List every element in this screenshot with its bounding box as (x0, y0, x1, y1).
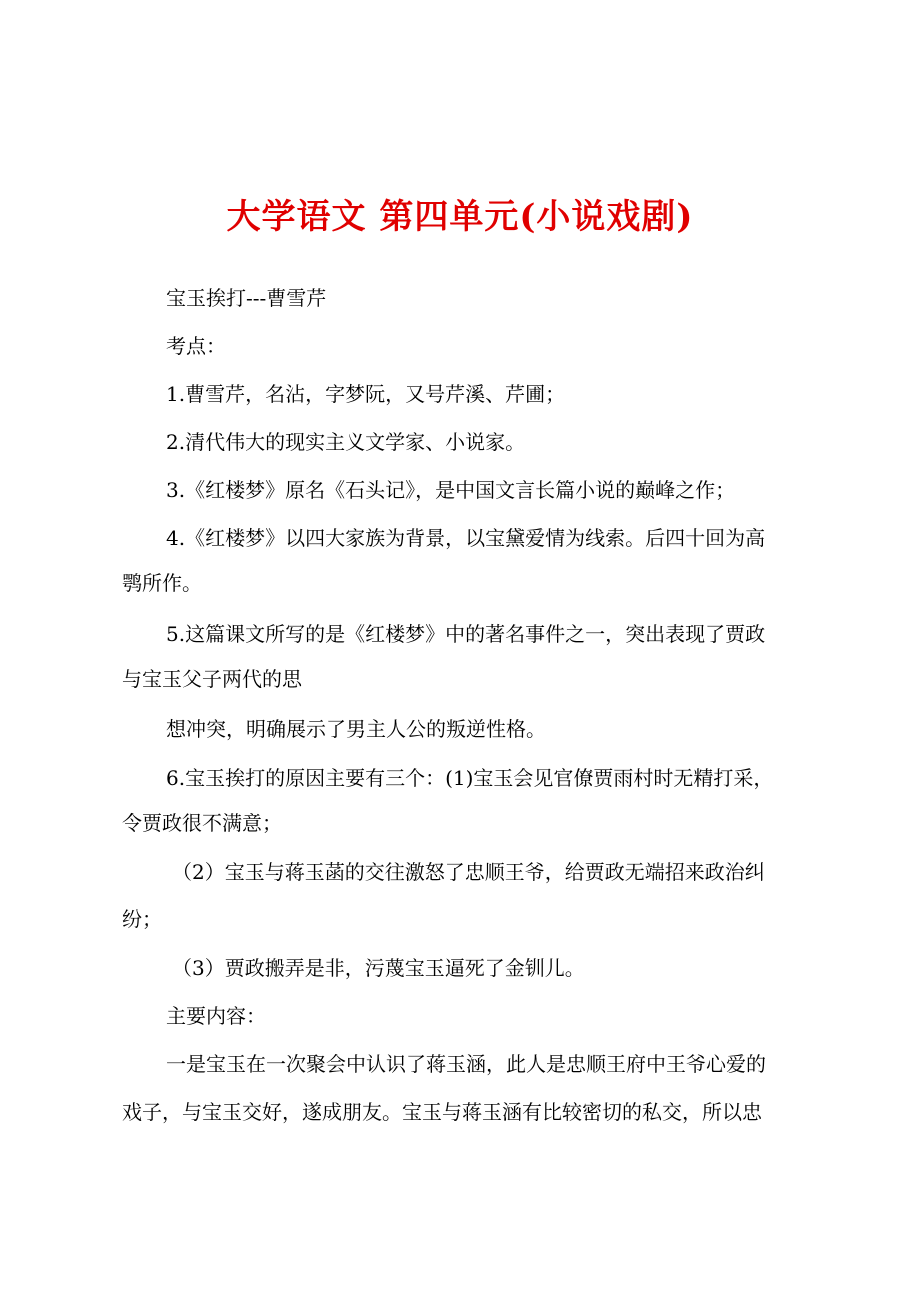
text-line-reason-2-cont: 纷； (122, 907, 162, 931)
document-title: 大学语文 第四单元(小说戏剧) (226, 197, 694, 237)
text-line-reason-2: （2）宝玉与蒋玉菡的交往激怒了忠顺王爷，给贾政无端招来政治纠 (172, 860, 765, 884)
text-line-point-1: 1.曹雪芹，名沾，字梦阮，又号芹溪、芹圃； (166, 382, 566, 406)
text-line-point-5-cont: 与宝玉父子两代的思 (122, 667, 302, 691)
text-line-paragraph-1: 一是宝玉在一次聚会中认识了蒋玉涵，此人是忠顺王府中王爷心爱的 (166, 1052, 766, 1076)
text-line-reason-3: （3）贾政搬弄是非，污蔑宝玉逼死了金钏儿。 (172, 956, 585, 980)
text-line-author: 宝玉挨打---曹雪芹 (166, 286, 327, 310)
text-line-main-content: 主要内容： (166, 1004, 266, 1028)
text-line-point-4: 4.《红楼梦》以四大家族为背景，以宝黛爱情为线索。后四十回为高 (166, 526, 766, 550)
text-line-point-4-cont: 鹗所作。 (122, 571, 202, 595)
text-line-point-6-cont: 令贾政很不满意； (122, 811, 282, 835)
text-line-key-points: 考点： (166, 334, 226, 358)
text-line-point-3: 3.《红楼梦》原名《石头记》，是中国文言长篇小说的巅峰之作； (166, 478, 736, 502)
text-line-point-2: 2.清代伟大的现实主义文学家、小说家。 (166, 430, 526, 454)
text-line-point-5-cont2: 想冲突，明确展示了男主人公的叛逆性格。 (166, 717, 546, 741)
text-line-point-6: 6.宝玉挨打的原因主要有三个：(1)宝玉会见官僚贾雨村时无精打采， (166, 766, 774, 790)
text-line-paragraph-1-cont: 戏子，与宝玉交好，遂成朋友。宝玉与蒋玉涵有比较密切的私交，所以忠 (122, 1100, 762, 1124)
text-line-point-5: 5.这篇课文所写的是《红楼梦》中的著名事件之一，突出表现了贾政 (166, 622, 766, 646)
